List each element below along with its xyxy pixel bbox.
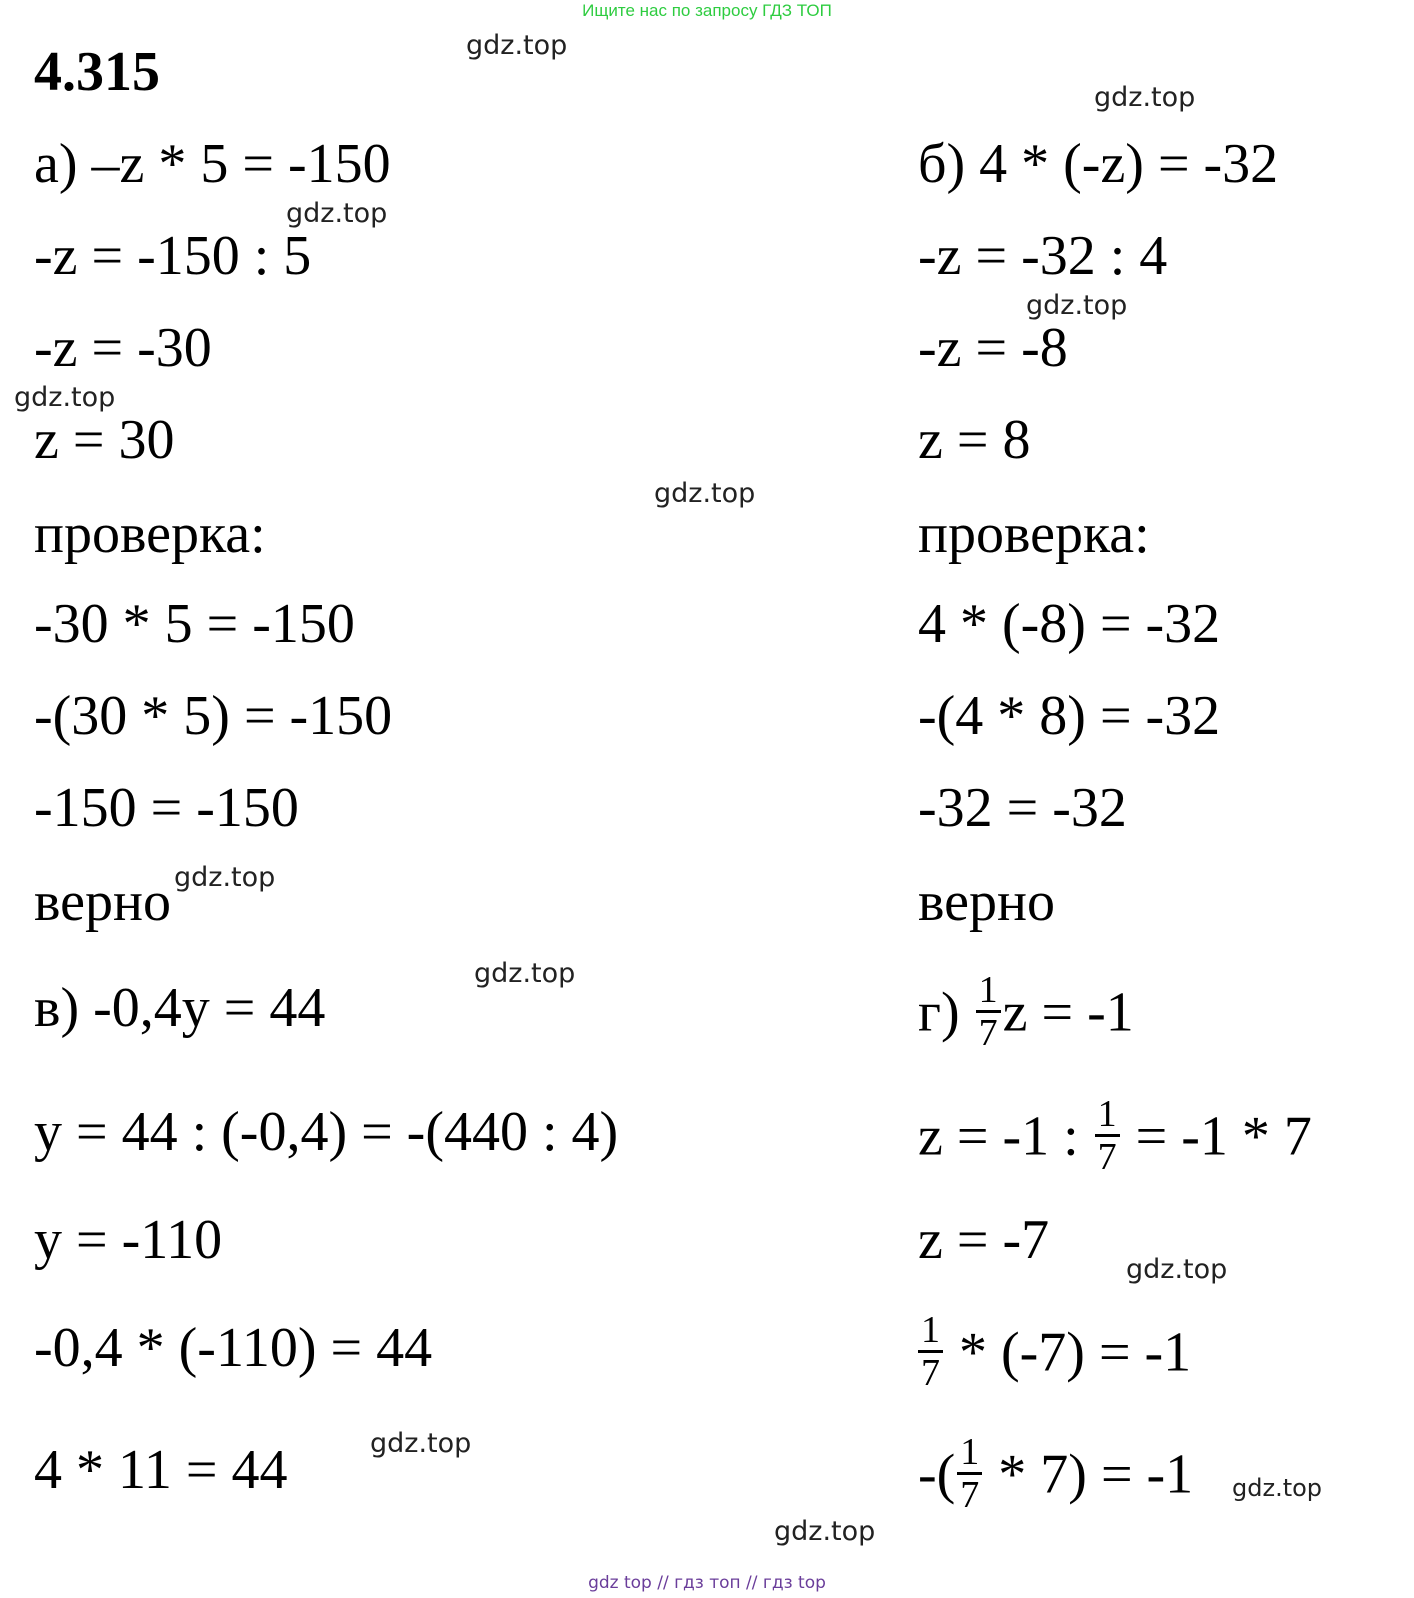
line-g-1 [918,969,1134,1059]
line-g-5 [918,1431,1194,1521]
line-a-10: в) -0,4у = 44 [34,977,326,1039]
watermark: gdz.top [1232,1474,1323,1502]
line-a-11: у = 44 : (-0,4) = -(440 : 4) [34,1101,619,1163]
fraction-denominator: 7 [960,1474,980,1516]
line-g-4 [918,1309,1192,1399]
line-a-2: -z = -150 : 5 [34,225,312,287]
watermark: gdz.top [1026,290,1128,321]
line-b-6: 4 * (-8) = -32 [918,593,1221,655]
line-g-3: z = -7 [918,1209,1050,1271]
watermark: gdz.top [174,862,276,893]
line-a-13: -0,4 * (-110) = 44 [34,1317,433,1379]
line-a-4: z = 30 [34,409,175,471]
watermark: gdz.top [1126,1254,1228,1285]
fraction-denominator: 7 [978,1012,998,1054]
line-b-5: проверка: [918,503,1150,565]
fraction-numerator: 1 [976,970,1001,1013]
watermark: gdz.top [466,30,568,61]
watermark: gdz.top [474,958,576,989]
line-b-3: -z = -8 [918,317,1068,379]
line-a-7: -(30 * 5) = -150 [34,685,393,747]
line-a-14: 4 * 11 = 44 [34,1439,288,1501]
line-g-1-post: z = -1 [1002,981,1134,1044]
footer-links[interactable]: gdz top // гдз топ // гдз top [588,1573,826,1593]
line-b-8: -32 = -32 [918,777,1127,839]
watermark: gdz.top [774,1516,876,1547]
line-a-3: -z = -30 [34,317,212,379]
fraction [1095,1094,1120,1177]
fraction-denominator: 7 [921,1352,940,1394]
line-g-2-post: = -1 * 7 [1135,1105,1312,1168]
watermark: gdz.top [1094,82,1196,113]
line-b-4: z = 8 [918,409,1031,471]
watermark: gdz.top [286,198,388,229]
exercise-number: 4.315 [34,41,160,103]
line-g-2 [918,1093,1312,1183]
line-g-4-post: * (-7) = -1 [959,1321,1192,1384]
line-g-5-pre: -( [918,1443,956,1506]
watermark: gdz.top [14,382,116,413]
watermark: gdz.top [654,478,756,509]
line-a-8: -150 = -150 [34,777,299,839]
line-a-12: у = -110 [34,1209,223,1271]
fraction [918,1310,943,1393]
fraction-numerator: 1 [918,1310,943,1353]
line-b-9: верно [918,871,1055,933]
fraction-numerator: 1 [1095,1094,1120,1137]
fraction [957,1432,982,1515]
line-b-7: -(4 * 8) = -32 [918,685,1221,747]
line-a-5: проверка: [34,503,266,565]
watermark: gdz.top [370,1428,472,1459]
line-g-2-pre: z = -1 : [918,1105,1079,1168]
fraction-numerator: 1 [957,1432,982,1475]
line-g-1-pre: г) [918,981,960,1044]
search-banner[interactable]: Ищите нас по запросу ГДЗ ТОП [582,1,832,20]
line-a-1: а) –z * 5 = -150 [34,133,391,195]
line-b-1: б) 4 * (-z) = -32 [918,133,1279,195]
fraction [976,970,1001,1053]
line-b-2: -z = -32 : 4 [918,225,1168,287]
line-a-6: -30 * 5 = -150 [34,593,355,655]
line-a-9: верно [34,871,171,933]
fraction-denominator: 7 [1097,1136,1117,1178]
line-g-5-post: * 7) = -1 [998,1443,1194,1506]
